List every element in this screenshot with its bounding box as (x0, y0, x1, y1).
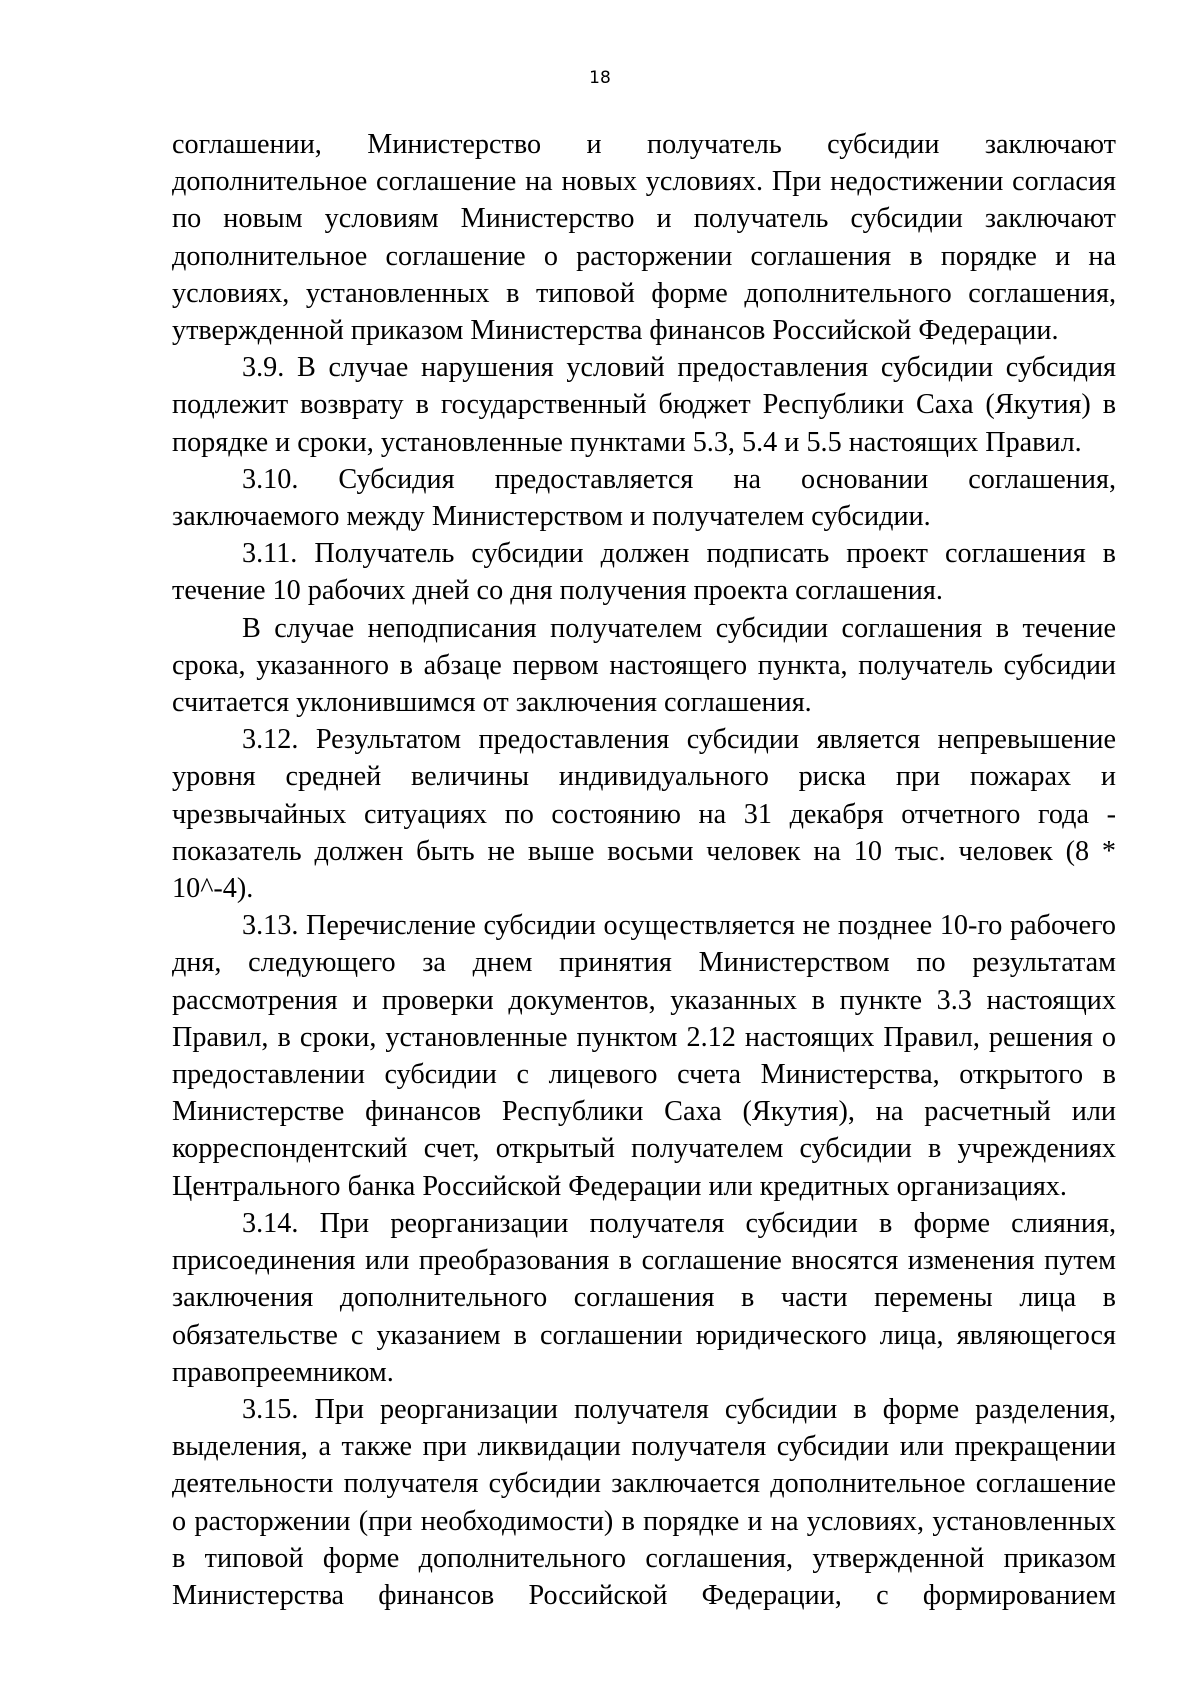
document-body (172, 126, 1116, 1614)
paragraph-3-13: 3.13. Перечисление субсидии осуществляется не позднее 10-го рабочего дня, следующего за днем принятия Министерством по результатам рассмотрения и проверки документов, указанных в пункте 3.3 настоящих Правил, в сроки, установленные пунктом 2.12 настоящих Правил, решения о предоставлении субсидии с лицевого счета Министерства, открытого в Министерстве финансов Республики Саха (Якутия), на расчетный или корреспондентский счет, открытый получателем субсидии в учреждениях Центрального банка Российской Федерации или кредитных организациях. (172, 910, 1116, 1202)
paragraph-3-9: 3.9. В случае нарушения условий предоставления субсидии субсидия подлежит возврату в государственный бюджет Республики Саха (Якутия) в порядке и сроки, установленные пунктами 5.3, 5.4 и 5.5 настоящих Правил. (172, 352, 1116, 458)
paragraph-3-15: 3.15. При реорганизации получателя субсидии в форме разделения, выделения, а также при ликвидации получателя субсидии или прекращении деятельности получателя субсидии заключается дополнительное соглашение о расторжении (при необходимости) в порядке и на условиях, установленных в типовой форме дополнительного соглашения, утвержденной приказом Министерства финансов Российской Федерации, с формированием (172, 1393, 1116, 1611)
paragraph-3-10: 3.10. Субсидия предоставляется на основании соглашения, заключаемого между Министерством и получателем субсидии. (172, 463, 1116, 533)
paragraph-3-14: 3.14. При реорганизации получателя субсидии в форме слияния, присоединения или преобразования в соглашение вносятся изменения путем заключения дополнительного соглашения в части перемены лица в обязательстве с указанием в соглашении юридического лица, являющегося правопреемником. (172, 1207, 1116, 1388)
paragraph-3-11: 3.11. Получатель субсидии должен подписать проект соглашения в течение 10 рабочих дней со дня получения проекта соглашения. (172, 538, 1116, 607)
paragraph-continuation: соглашении, Министерство и получатель субсидии заключают дополнительное соглашение на новых условиях. При недостижении согласия по новым условиям Министерство и получатель субсидии заключают дополнительное соглашение о расторжении соглашения в порядке и на условиях, установленных в типовой форме дополнительного соглашения, утвержденной приказом Министерства финансов Российской Федерации. (172, 129, 1116, 347)
paragraph-3-12: 3.12. Результатом предоставления субсидии является непревышение уровня средней величины индивидуального риска при пожарах и чрезвычайных ситуациях по состоянию на 31 декабря отчетного года - показатель должен быть не выше восьми человек на 10 тыс. человек (8 * 10^-4). (172, 724, 1116, 905)
paragraph-3-11-second: В случае неподписания получателем субсидии соглашения в течение срока, указанного в абзаце первом настоящего пункта, получатель субсидии считается уклонившимся от заключения соглашения. (172, 612, 1116, 719)
page-number: 18 (589, 68, 611, 88)
